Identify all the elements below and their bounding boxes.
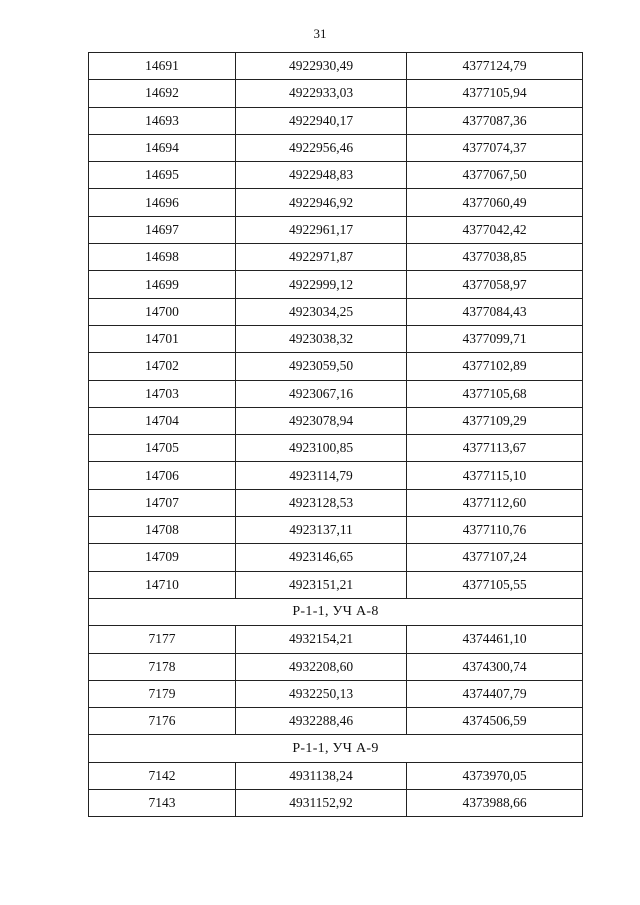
point-number-cell: 7143 bbox=[89, 790, 236, 817]
x-coordinate-cell: 4923146,65 bbox=[236, 544, 407, 571]
y-coordinate-cell: 4373988,66 bbox=[407, 790, 583, 817]
x-coordinate-cell: 4922961,17 bbox=[236, 216, 407, 243]
point-number-cell: 14692 bbox=[89, 80, 236, 107]
table-row bbox=[89, 53, 583, 80]
y-coordinate-cell: 4377058,97 bbox=[407, 271, 583, 298]
y-coordinate-cell: 4374461,10 bbox=[407, 626, 583, 653]
x-coordinate-cell: 4923034,25 bbox=[236, 298, 407, 325]
point-number-cell: 14706 bbox=[89, 462, 236, 489]
x-coordinate-cell: 4922930,49 bbox=[236, 53, 407, 80]
x-coordinate-cell: 4931138,24 bbox=[236, 762, 407, 789]
x-coordinate-cell: 4923038,32 bbox=[236, 325, 407, 352]
x-coordinate-cell: 4932208,60 bbox=[236, 653, 407, 680]
x-coordinate-cell: 4931152,92 bbox=[236, 790, 407, 817]
point-number-cell: 7142 bbox=[89, 762, 236, 789]
y-coordinate-cell: 4377102,89 bbox=[407, 353, 583, 380]
table-row bbox=[89, 708, 583, 735]
y-coordinate-cell: 4377060,49 bbox=[407, 189, 583, 216]
x-coordinate-cell: 4922956,46 bbox=[236, 134, 407, 161]
section-title: Р-1-1, УЧ А-8 bbox=[89, 598, 583, 625]
point-number-cell: 7178 bbox=[89, 653, 236, 680]
table-row bbox=[89, 462, 583, 489]
point-number-cell: 14697 bbox=[89, 216, 236, 243]
y-coordinate-cell: 4377109,29 bbox=[407, 407, 583, 434]
point-number-cell: 14691 bbox=[89, 53, 236, 80]
table-row bbox=[89, 489, 583, 516]
point-number-cell: 14700 bbox=[89, 298, 236, 325]
x-coordinate-cell: 4923128,53 bbox=[236, 489, 407, 516]
x-coordinate-cell: 4932288,46 bbox=[236, 708, 407, 735]
y-coordinate-cell: 4377067,50 bbox=[407, 162, 583, 189]
x-coordinate-cell: 4922946,92 bbox=[236, 189, 407, 216]
table-row bbox=[89, 325, 583, 352]
table-row bbox=[89, 790, 583, 817]
y-coordinate-cell: 4377110,76 bbox=[407, 517, 583, 544]
table-row bbox=[89, 762, 583, 789]
y-coordinate-cell: 4374506,59 bbox=[407, 708, 583, 735]
table-row bbox=[89, 353, 583, 380]
point-number-cell: 14707 bbox=[89, 489, 236, 516]
point-number-cell: 7176 bbox=[89, 708, 236, 735]
y-coordinate-cell: 4377112,60 bbox=[407, 489, 583, 516]
y-coordinate-cell: 4377087,36 bbox=[407, 107, 583, 134]
x-coordinate-cell: 4932250,13 bbox=[236, 680, 407, 707]
table-row bbox=[89, 298, 583, 325]
y-coordinate-cell: 4377107,24 bbox=[407, 544, 583, 571]
table-row bbox=[89, 244, 583, 271]
y-coordinate-cell: 4377074,37 bbox=[407, 134, 583, 161]
point-number-cell: 14695 bbox=[89, 162, 236, 189]
y-coordinate-cell: 4377099,71 bbox=[407, 325, 583, 352]
point-number-cell: 14699 bbox=[89, 271, 236, 298]
x-coordinate-cell: 4923078,94 bbox=[236, 407, 407, 434]
y-coordinate-cell: 4374407,79 bbox=[407, 680, 583, 707]
x-coordinate-cell: 4923059,50 bbox=[236, 353, 407, 380]
x-coordinate-cell: 4922948,83 bbox=[236, 162, 407, 189]
point-number-cell: 14701 bbox=[89, 325, 236, 352]
section-header-row bbox=[89, 598, 583, 625]
y-coordinate-cell: 4377124,79 bbox=[407, 53, 583, 80]
point-number-cell: 14703 bbox=[89, 380, 236, 407]
table-row bbox=[89, 435, 583, 462]
x-coordinate-cell: 4922999,12 bbox=[236, 271, 407, 298]
page-number: 31 bbox=[313, 26, 327, 41]
table-row bbox=[89, 653, 583, 680]
y-coordinate-cell: 4377105,55 bbox=[407, 571, 583, 598]
point-number-cell: 14696 bbox=[89, 189, 236, 216]
point-number-cell: 14704 bbox=[89, 407, 236, 434]
x-coordinate-cell: 4922940,17 bbox=[236, 107, 407, 134]
point-number-cell: 14705 bbox=[89, 435, 236, 462]
table-row bbox=[89, 571, 583, 598]
x-coordinate-cell: 4923067,16 bbox=[236, 380, 407, 407]
point-number-cell: 14708 bbox=[89, 517, 236, 544]
x-coordinate-cell: 4922933,03 bbox=[236, 80, 407, 107]
section-title: Р-1-1, УЧ А-9 bbox=[89, 735, 583, 762]
y-coordinate-cell: 4373970,05 bbox=[407, 762, 583, 789]
table-row bbox=[89, 134, 583, 161]
coordinates-table-body bbox=[89, 53, 583, 817]
point-number-cell: 7179 bbox=[89, 680, 236, 707]
coordinates-table bbox=[88, 52, 583, 817]
table-row bbox=[89, 680, 583, 707]
point-number-cell: 14694 bbox=[89, 134, 236, 161]
point-number-cell: 14702 bbox=[89, 353, 236, 380]
y-coordinate-cell: 4377038,85 bbox=[407, 244, 583, 271]
point-number-cell: 14710 bbox=[89, 571, 236, 598]
table-row bbox=[89, 407, 583, 434]
table-row bbox=[89, 380, 583, 407]
table-row bbox=[89, 189, 583, 216]
table-row bbox=[89, 162, 583, 189]
y-coordinate-cell: 4377105,68 bbox=[407, 380, 583, 407]
point-number-cell: 14709 bbox=[89, 544, 236, 571]
x-coordinate-cell: 4932154,21 bbox=[236, 626, 407, 653]
y-coordinate-cell: 4377113,67 bbox=[407, 435, 583, 462]
table-row bbox=[89, 517, 583, 544]
y-coordinate-cell: 4377115,10 bbox=[407, 462, 583, 489]
y-coordinate-cell: 4377042,42 bbox=[407, 216, 583, 243]
table-row bbox=[89, 80, 583, 107]
x-coordinate-cell: 4923114,79 bbox=[236, 462, 407, 489]
y-coordinate-cell: 4374300,74 bbox=[407, 653, 583, 680]
x-coordinate-cell: 4923151,21 bbox=[236, 571, 407, 598]
table-row bbox=[89, 626, 583, 653]
y-coordinate-cell: 4377084,43 bbox=[407, 298, 583, 325]
point-number-cell: 7177 bbox=[89, 626, 236, 653]
point-number-cell: 14693 bbox=[89, 107, 236, 134]
x-coordinate-cell: 4923137,11 bbox=[236, 517, 407, 544]
point-number-cell: 14698 bbox=[89, 244, 236, 271]
y-coordinate-cell: 4377105,94 bbox=[407, 80, 583, 107]
x-coordinate-cell: 4922971,87 bbox=[236, 244, 407, 271]
table-row bbox=[89, 107, 583, 134]
table-row bbox=[89, 271, 583, 298]
table-row bbox=[89, 544, 583, 571]
x-coordinate-cell: 4923100,85 bbox=[236, 435, 407, 462]
table-row bbox=[89, 216, 583, 243]
section-header-row bbox=[89, 735, 583, 762]
